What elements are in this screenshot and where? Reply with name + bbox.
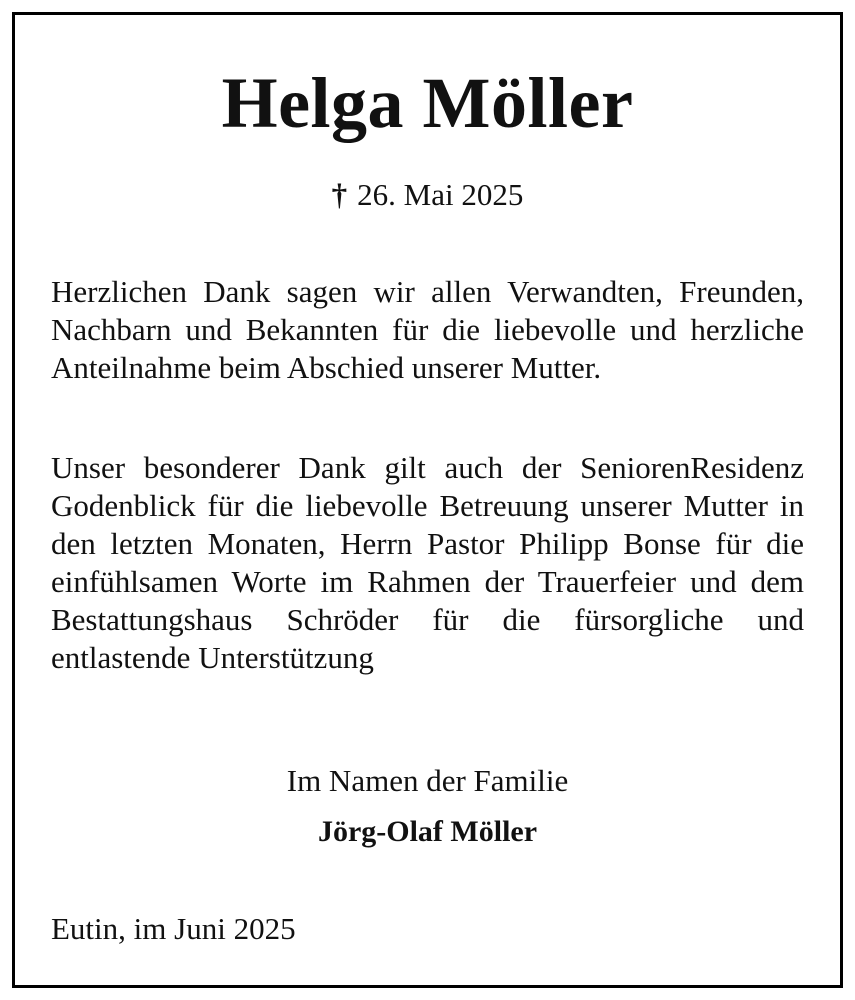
place-and-date: Eutin, im Juni 2025 <box>51 911 296 946</box>
notice-frame <box>12 12 843 988</box>
special-thanks-paragraph: Unser besonderer Dank gilt auch der SeniorenResidenz Godenblick für die liebevolle Betreuung unserer Mutter in den letzten Monaten, Herrn Pastor Philipp Bonse für die einfühlsamen Worte im Rahmen der Trauerfeier und dem Bestattungshaus Schröder für die fürsorgliche und entlastende Unterstützung <box>51 450 804 675</box>
death-date: 26. Mai 2025 <box>357 177 524 212</box>
death-date-line <box>15 179 840 210</box>
deceased-name: Helga Möller <box>221 63 634 143</box>
closing-line: Im Namen der Familie <box>286 763 569 798</box>
signatory-name: Jörg-Olaf Möller <box>317 815 538 848</box>
thanks-paragraph: Herzlichen Dank sagen wir allen Verwandten, Freunden, Nachbarn und Bekannten für die liebevolle und herzliche Anteilnahme beim Abschied unserer Mutter. <box>51 274 804 385</box>
cross-icon: † <box>331 177 348 212</box>
